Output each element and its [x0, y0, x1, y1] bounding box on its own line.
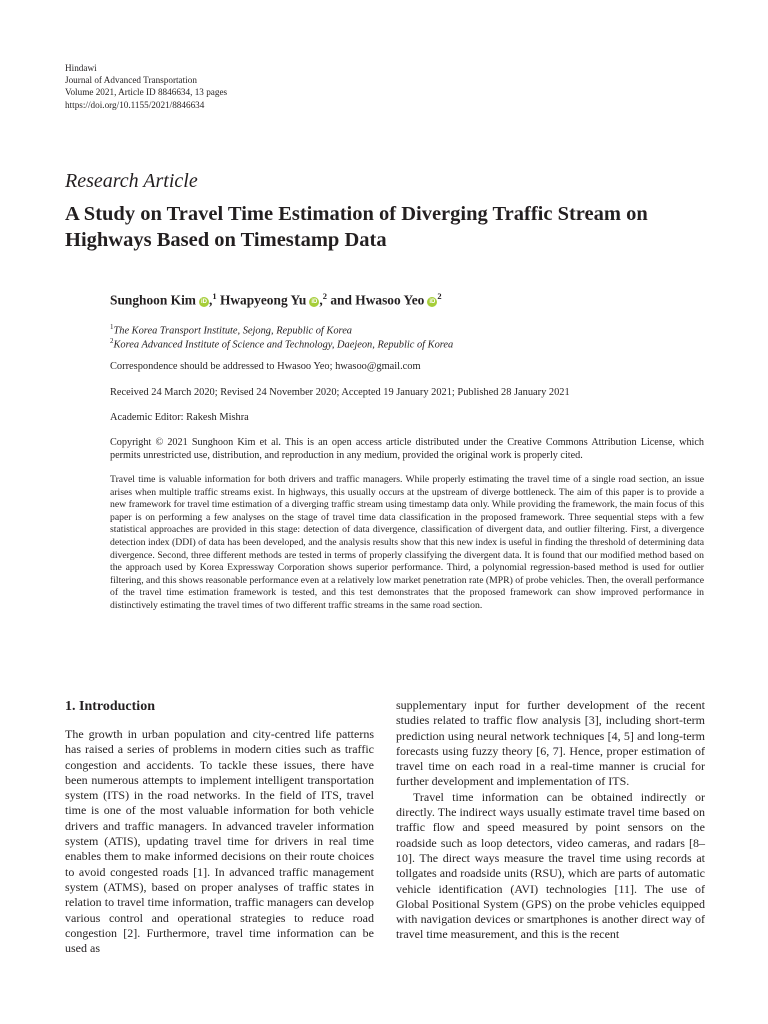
paragraph: The growth in urban population and city-centred life patterns has raised a series of problems in modern cities such as traffic congestion and accidents. To tackle these issues, there have been numerous attempts to implement intelligent transportation system (ITS) in the road networks. In the field of ITS, travel time is one of the most valuable information for both vehicle drivers and traffic managers. In advanced traveler information system (ATIS), updating travel time for drivers in real time enables them to make informed decisions on their route choices to avoid congested roads [1]. In advanced traffic management system (ATMS), based on proper analyses of traffic states in relation to travel time information, traffic managers can develop various control and operational strategies to reduce road congestion [2]. Furthermore, travel time information can be used as	[65, 727, 374, 956]
author-affiliation-mark: 2	[322, 291, 327, 301]
author-name: Hwapyeong Yu	[219, 292, 307, 308]
author-name: Hwasoo Yeo	[355, 292, 425, 308]
author-list	[110, 291, 442, 308]
publication-dates: Received 24 March 2020; Revised 24 November 2020; Accepted 19 January 2021; Published 28 January 2021	[110, 387, 570, 398]
affiliation	[110, 323, 352, 336]
author-affiliation-mark: 2	[437, 291, 442, 301]
correspondence: Correspondence should be addressed to Hwasoo Yeo; hwasoo@gmail.com	[110, 361, 421, 372]
academic-editor: Academic Editor: Rakesh Mishra	[110, 412, 249, 423]
right-column	[396, 698, 705, 943]
orcid-icon[interactable]: iD	[311, 299, 318, 306]
left-column	[65, 698, 374, 956]
abstract: Travel time is valuable information for both drivers and traffic managers. While properly estimating the travel time of a single road section, an issue arises when multiple traffic streams exist. In highways, this usually occurs at the upstream of diverge bottleneck. The aim of this paper is to provide a new framework for travel time estimation of a diverging traffic stream using timestamp data only. While providing the framework, the main focus of this paper is on performing a few analyses on the stage of travel time data classification in the proposed framework. Three sequential steps with a few statistical approaches are provided in this stage: detection of data divergence, classification of divergent data, and outlier filtering. First, a divergence detection index (DDI) of data has been developed, and the analysis results show that this new index is useful in finding the threshold of determining data divergence. Second, three different methods are tested in terms of properly classifying the divergent data. It is found that our modified method based on the approach used by Korea Expressway Corporation shows superior performance. Third, a polynomial regression-based method is used for outlier filtering, and this shows reasonable performance even at a relatively low market penetration rate (MPR) of probe vehicles. Then, the overall performance of the travel time estimation framework is tested, and this test demonstrates that the proposed framework can show improved performance in distinctively estimating the travel times of two different traffic streams in the same road section.	[110, 474, 704, 611]
author-connector: and	[327, 292, 356, 308]
paragraph: supplementary input for further development of the recent studies related to traffic flow analysis [3], including short-term prediction using neural network techniques [4, 5] and long-term forecasts using fuzzy theory [6, 7]. Hence, proper estimation of travel time on each road in a real-time manner is crucial for further development and implementation of ITS.	[396, 698, 705, 789]
author-affiliation-mark: 1	[212, 291, 217, 301]
affiliation	[110, 337, 453, 350]
author-connector: ,	[319, 292, 323, 308]
affiliation-mark: 2	[110, 337, 114, 345]
affiliation-mark: 1	[110, 323, 114, 331]
journal-name: Journal of Advanced Transportation	[65, 75, 197, 86]
paragraph: Travel time information can be obtained indirectly or directly. The indirect ways usually estimate travel time based on traffic flow and speed measured by point sensors on the roadside such as loop detectors, video cameras, and radars [8–10]. The direct ways measure the travel time using records at tollgates and roadside units (RSU), which are parts of automatic vehicle identification (AVI) technologies [11]. The use of Global Positional System (GPS) on the probe vehicles equipped with navigation devices or smartphones is another direct way of travel time measurement, and this is the recent	[396, 789, 705, 942]
author-name: Sunghoon Kim	[110, 292, 196, 308]
affiliation-text: The Korea Transport Institute, Sejong, Republic of Korea	[113, 325, 352, 337]
paper-title: A Study on Travel Time Estimation of Diverging Traffic Stream on Highways Based on Timestamp Data	[65, 203, 648, 251]
copyright-notice: Copyright © 2021 Sunghoon Kim et al. This is an open access article distributed under the Creative Commons Attribution License, which permits unrestricted use, distribution, and reproduction in any medium, provided the original work is properly cited.	[110, 437, 704, 462]
publisher-name: Hindawi	[65, 63, 97, 73]
doi-link[interactable]: https://doi.org/10.1155/2021/8846634	[65, 99, 205, 110]
orcid-icon[interactable]: iD	[429, 299, 436, 306]
orcid-icon[interactable]: iD	[200, 299, 207, 306]
author-connector: ,	[208, 292, 213, 308]
journal-header	[65, 62, 227, 111]
article-type: Research Article	[65, 170, 198, 192]
volume-info: Volume 2021, Article ID 8846634, 13 pages	[65, 87, 228, 98]
affiliation-text: Korea Advanced Institute of Science and Technology, Daejeon, Republic of Korea	[113, 339, 454, 351]
section-heading: 1. Introduction	[65, 699, 155, 714]
